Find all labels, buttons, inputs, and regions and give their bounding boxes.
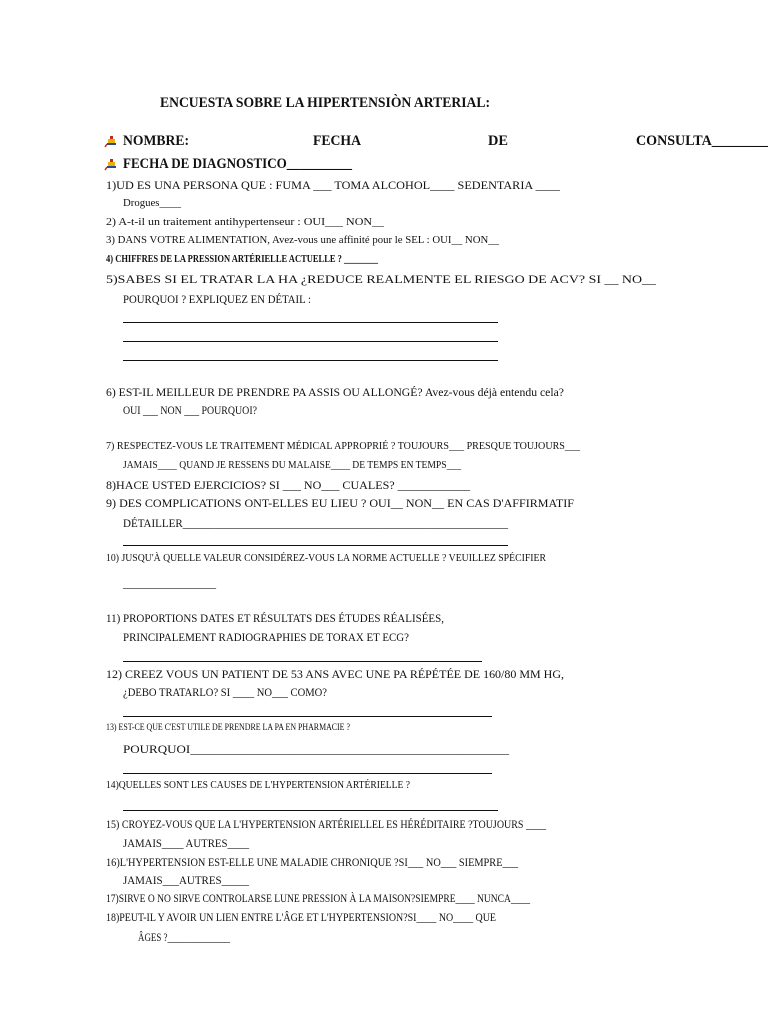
question-6: 6) EST-IL MEILLEUR DE PRENDRE PA ASSIS OU ALLONGÉ? Avez-vous déjà entendu cela? xyxy=(106,385,564,399)
answer-line[interactable] xyxy=(123,773,492,774)
question-13: 13) EST-CE QUE C'EST UTILE DE PRENDRE LA PA EN PHARMACIE ? xyxy=(106,722,350,732)
fecha-diagnostico-field[interactable]: FECHA DE DIAGNOSTICO__________ xyxy=(123,156,352,172)
pushpin-icon xyxy=(104,134,118,148)
question-15-cont: JAMAIS____ AUTRES____ xyxy=(123,836,249,850)
question-17: 17)SIRVE O NO SIRVE CONTROLARSE LUNE PRESSION À LA MAISON?SIEMPRE____ NUNCA____ xyxy=(106,891,530,905)
question-11: 11) PROPORTIONS DATES ET RÉSULTATS DES ÉTUDES RÉALISÉES, xyxy=(106,611,444,625)
question-10: 10) JUSQU'À QUELLE VALEUR CONSIDÉREZ-VOUS LA NORME ACTUELLE ? VEUILLEZ SPÉCIFIER xyxy=(106,553,546,564)
question-8: 8)HACE USTED EJERCICIOS? SI ___ NO___ CUALES? ____________ xyxy=(106,478,470,492)
question-13-cont[interactable]: POURQUOI_________________________________________________ xyxy=(123,742,509,756)
question-7: 7) RESPECTEZ-VOUS LE TRAITEMENT MÉDICAL APPROPRIÉ ? TOUJOURS___ PRESQUE TOUJOURS___ xyxy=(106,441,580,452)
answer-line[interactable] xyxy=(123,716,492,717)
de-label: DE xyxy=(488,133,508,149)
question-14: 14)QUELLES SONT LES CAUSES DE L'HYPERTENSION ARTÉRIELLE ? xyxy=(106,780,410,791)
pushpin-icon xyxy=(104,157,118,171)
question-18-cont: ÂGES ?______________ xyxy=(138,930,230,944)
question-12: 12) CREEZ VOUS UN PATIENT DE 53 ANS AVEC UNE PA RÉPÉTÉE DE 160/80 MM HG, xyxy=(106,667,564,681)
question-12-cont: ¿DEBO TRATARLO? SI ____ NO___ COMO? xyxy=(123,685,327,699)
question-2: 2) A-t-il un traitement antihypertenseur : OUI___ NON__ xyxy=(106,217,384,228)
consulta-field[interactable]: CONSULTA________ xyxy=(636,133,768,149)
question-18: 18)PEUT-IL Y AVOIR UN LIEN ENTRE L'ÂGE ET L'HYPERTENSION?SI____ NO____ QUE xyxy=(106,910,496,924)
fecha-label: FECHA xyxy=(313,133,361,149)
question-1: 1)UD ES UNA PERSONA QUE : FUMA ___ TOMA ALCOHOL____ SEDENTARIA ____ xyxy=(106,178,560,192)
question-5-cont: POURQUOI ? EXPLIQUEZ EN DÉTAIL : xyxy=(123,292,311,306)
answer-line[interactable] xyxy=(123,810,498,811)
answer-line[interactable] xyxy=(123,661,482,662)
question-1-cont: Drogues____ xyxy=(123,198,181,209)
question-4: 4) CHIFFRES DE LA PRESSION ARTÉRIELLE ACTUELLE ? ________ xyxy=(106,254,378,265)
question-16: 16)L'HYPERTENSION EST-ELLE UNE MALADIE CHRONIQUE ?SI___ NO___ SIEMPRE___ xyxy=(106,855,518,869)
page-title: ENCUESTA SOBRE LA HIPERTENSIÒN ARTERIAL: xyxy=(160,95,490,111)
question-7-cont: JAMAIS____ QUAND JE RESSENS DU MALAISE____ DE TEMPS EN TEMPS___ xyxy=(123,460,461,471)
answer-line[interactable] xyxy=(123,360,498,361)
question-15: 15) CROYEZ-VOUS QUE LA L'HYPERTENSION ARTÉRIELLEL ES HÉRÉDITAIRE ?TOUJOURS ____ xyxy=(106,817,546,831)
answer-line[interactable] xyxy=(123,545,508,546)
question-11-cont: PRINCIPALEMENT RADIOGRAPHIES DE TORAX ET ECG? xyxy=(123,630,409,644)
question-6-cont: OUI ___ NON ___ POURQUOI? xyxy=(123,403,257,417)
question-5: 5)SABES SI EL TRATAR LA HA ¿REDUCE REALMENTE EL RIESGO DE ACV? SI __ NO__ xyxy=(106,272,656,286)
answer-line[interactable] xyxy=(123,341,498,342)
question-3: 3) DANS VOTRE ALIMENTATION, Avez-vous une affinité pour le SEL : OUI__ NON__ xyxy=(106,235,500,246)
question-16-cont: JAMAIS___AUTRES_____ xyxy=(123,873,249,887)
question-9: 9) DES COMPLICATIONS ONT-ELLES EU LIEU ? OUI__ NON__ EN CAS D'AFFIRMATIF xyxy=(106,496,574,510)
question-10-cont[interactable]: ________________ xyxy=(123,576,216,590)
answer-line[interactable] xyxy=(123,322,498,323)
nombre-label: NOMBRE: xyxy=(123,133,189,149)
question-9-cont: DÉTAILLER___________________________________________________________ xyxy=(123,516,508,530)
